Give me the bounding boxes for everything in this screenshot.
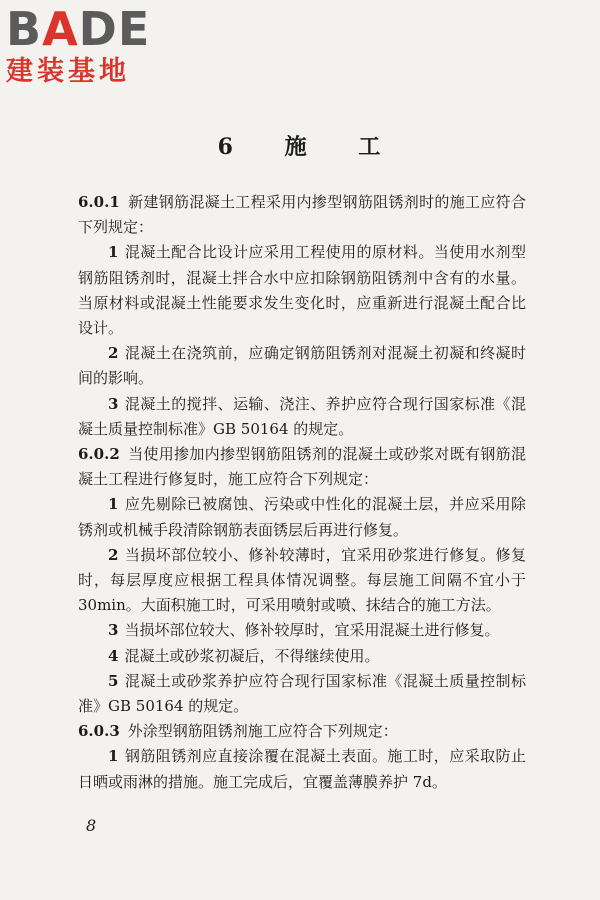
chapter-title-a: 施 [284,134,309,160]
document-body [78,190,526,795]
list-item [78,392,526,442]
clause-number: 6.0.1 [78,193,120,211]
list-item [78,240,526,341]
item-number: 2 [108,545,119,564]
clause-text: 新建钢筋混凝土工程采用内掺型钢筋阻锈剂时的施工应符合下列规定： [78,193,526,237]
logo-mark: BADE [6,2,151,56]
logo [6,4,176,88]
item-number: 2 [108,344,119,363]
list-item [78,669,526,719]
chapter-title-b: 工 [358,134,383,160]
item-number: 3 [108,394,119,413]
item-text: 混凝土或砂浆养护应符合现行国家标准《混凝土质量控制标准》GB 50164 的规定。 [78,671,526,716]
item-text: 混凝土在浇筑前，应确定钢筋阻锈剂对混凝土初凝和终凝时间的影响。 [78,344,526,388]
item-text: 混凝土或砂浆初凝后，不得继续使用。 [124,646,380,665]
item-text: 当损坏部位较大、修补较厚时，宜采用混凝土进行修复。 [124,621,500,640]
list-item [78,341,526,391]
list-item [78,618,526,643]
clause-number: 6.0.2 [78,445,120,464]
clause-6-0-2 [78,442,526,492]
item-number: 5 [108,671,119,690]
item-text: 当损坏部位较小、修补较薄时，宜采用砂浆进行修复。修复时，每层厚度应根据工程具体情况调整。每层施工间隔不宜小于 30min。大面积施工时，可采用喷射或喷、抹结合的施工方法。 [78,545,526,615]
item-number: 4 [108,646,119,665]
clause-6-0-3 [78,719,526,744]
logo-subtitle: 建装基地 [6,56,130,87]
list-item [78,492,526,542]
clause-text: 外涂型钢筋阻锈剂施工应符合下列规定： [127,722,398,741]
clause-6-0-1 [78,190,526,240]
page-number: 8 [86,816,97,835]
clause-text: 当使用掺加内掺型钢筋阻锈剂的混凝土或砂浆对既有钢筋混凝土工程进行修复时，施工应符合下列规定： [78,445,526,489]
item-number: 1 [108,243,119,262]
list-item [78,744,526,794]
item-text: 应先剔除已被腐蚀、污染或中性化的混凝土层，并应采用除锈剂或机械手段清除钢筋表面锈层后再进行修复。 [78,495,526,539]
list-item [78,543,526,619]
item-text: 混凝土配合比设计应采用工程使用的原材料。当使用水剂型钢筋阻锈剂时，混凝土拌合水中应扣除钢筋阻锈剂中含有的水量。当原材料或混凝土性能要求发生变化时，应重新进行混凝土配合比设计。 [78,243,526,338]
list-item [78,644,526,669]
item-number: 1 [108,747,119,766]
item-number: 3 [108,621,119,640]
chapter-title [0,130,600,161]
chapter-number: 6 [217,134,235,160]
clause-number: 6.0.3 [78,722,120,741]
item-text: 混凝土的搅拌、运输、浇注、养护应符合现行国家标准《混凝土质量控制标准》GB 50164 的规定。 [78,394,526,438]
item-number: 1 [108,495,119,514]
item-text: 钢筋阻锈剂应直接涂覆在混凝土表面。施工时，应采取防止日晒或雨淋的措施。施工完成后，宜覆盖薄膜养护 7d。 [78,747,526,791]
